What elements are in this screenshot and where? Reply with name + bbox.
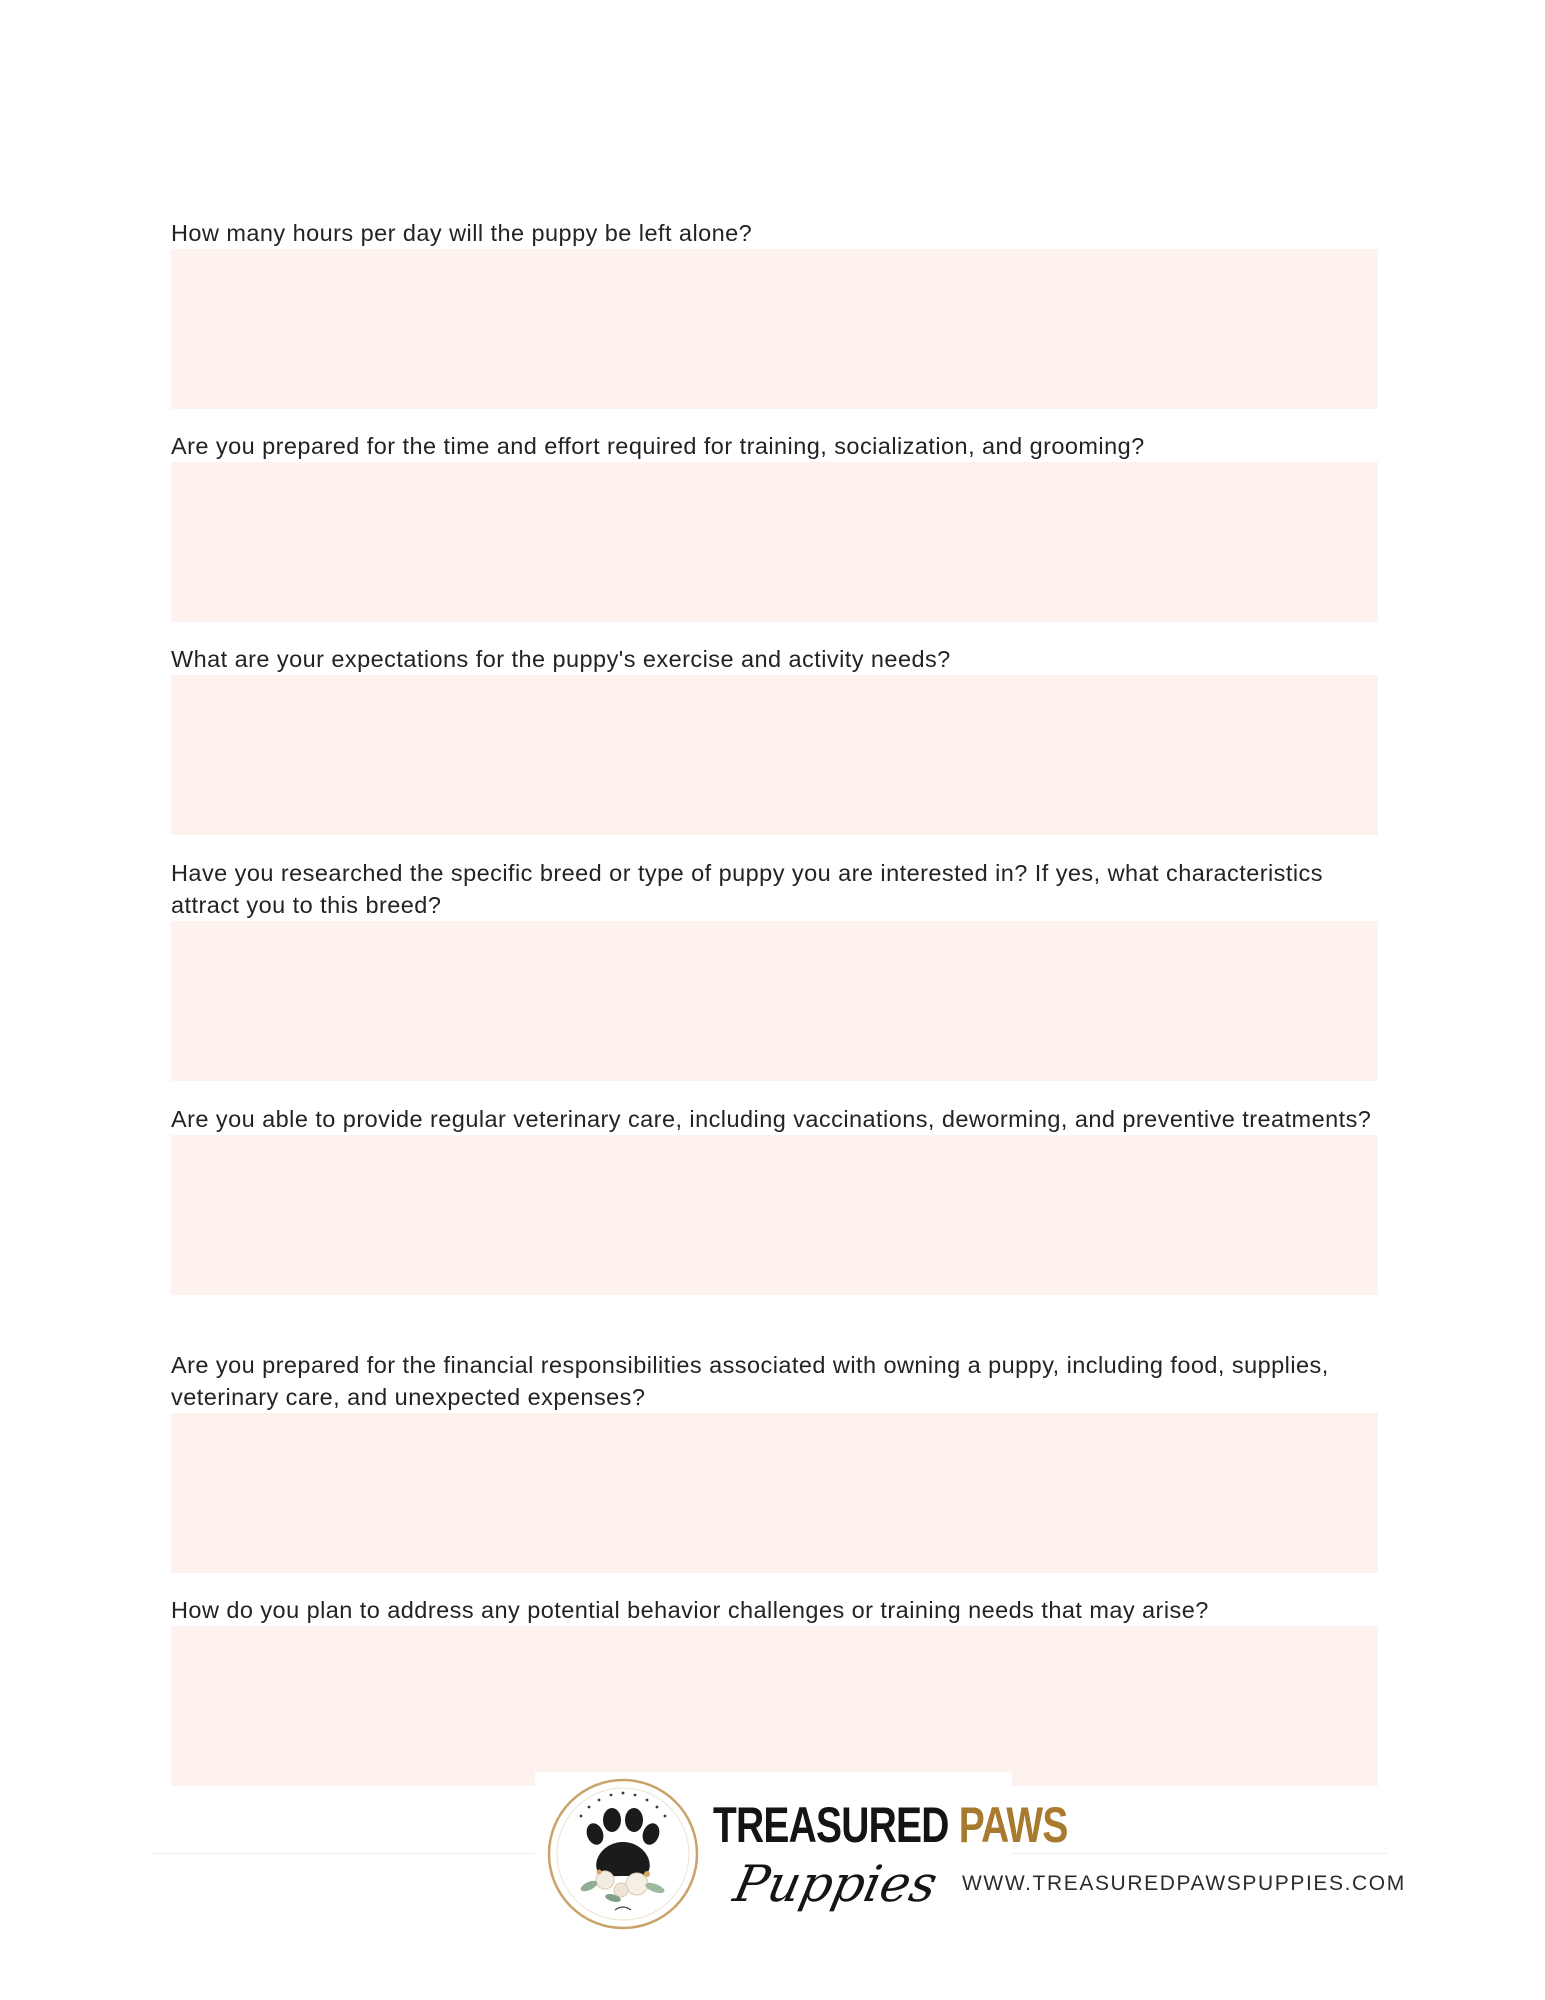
question-label: How do you plan to address any potential behavior challenges or training needs that may arise? bbox=[171, 1597, 1209, 1623]
question-training-effort bbox=[171, 430, 1381, 622]
question-label: Are you able to provide regular veterinary care, including vaccinations, deworming, and preventive treatments? bbox=[171, 1106, 1372, 1132]
answer-field-training-effort[interactable] bbox=[171, 462, 1378, 622]
question-label: Are you prepared for the financial responsibilities associated with owning a puppy, including food, supplies, veterinary care, and unexpected expenses? bbox=[171, 1352, 1329, 1410]
question-exercise-expectations bbox=[171, 643, 1381, 835]
question-label: How many hours per day will the puppy be left alone? bbox=[171, 220, 753, 246]
question-label: Are you prepared for the time and effort required for training, socialization, and grooming? bbox=[171, 433, 1145, 459]
brand-logo bbox=[535, 1772, 1068, 1936]
answer-field-veterinary-care[interactable] bbox=[171, 1135, 1378, 1295]
answer-field-breed-research[interactable] bbox=[171, 921, 1378, 1081]
website-url: WWW.TREASUREDPAWSPUPPIES.COM bbox=[962, 1872, 1406, 1895]
brand-script-puppies: Puppies bbox=[728, 1855, 943, 1913]
paw-print-seal-icon bbox=[545, 1776, 701, 1932]
answer-field-financial-responsibilities[interactable] bbox=[171, 1413, 1378, 1573]
question-financial-responsibilities bbox=[171, 1349, 1381, 1573]
question-veterinary-care bbox=[171, 1103, 1381, 1295]
answer-field-exercise-expectations[interactable] bbox=[171, 675, 1378, 835]
question-behavior-challenges bbox=[171, 1594, 1381, 1786]
question-hours-alone bbox=[171, 217, 1381, 409]
answer-field-behavior-challenges[interactable] bbox=[171, 1626, 1378, 1786]
brand-word-paws: PAWS bbox=[958, 1797, 1068, 1853]
question-label: What are your expectations for the puppy's exercise and activity needs? bbox=[171, 646, 951, 672]
brand-word-treasured: TREASURED bbox=[713, 1797, 949, 1853]
answer-field-hours-alone[interactable] bbox=[171, 249, 1378, 409]
brand-name bbox=[713, 1797, 1068, 1853]
question-breed-research bbox=[171, 857, 1381, 1081]
question-label: Have you researched the specific breed or type of puppy you are interested in? If yes, what characteristics attract you to this breed? bbox=[171, 860, 1323, 918]
